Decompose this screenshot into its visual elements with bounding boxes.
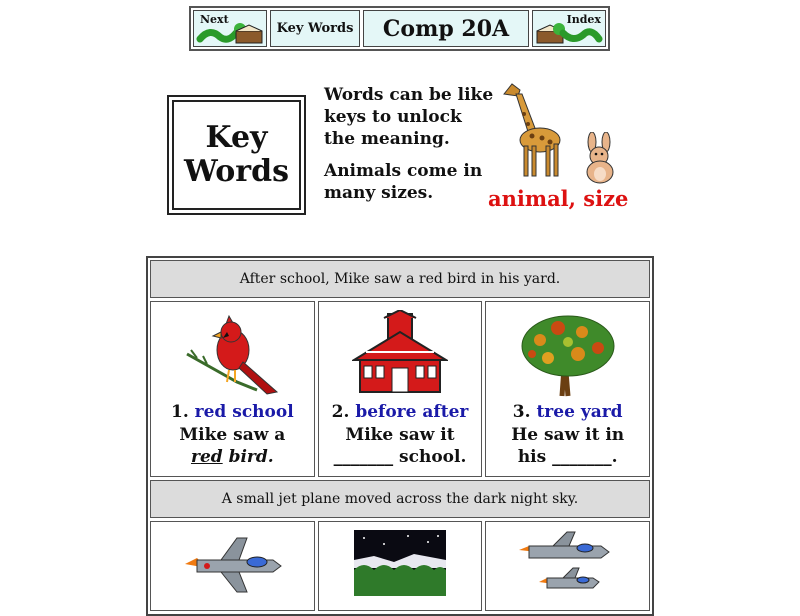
index-button[interactable] (532, 10, 606, 47)
sentence-2: A small jet plane moved across the dark night sky. (150, 480, 650, 518)
answer-blank-3[interactable]: _______. (552, 447, 618, 467)
index-label: Index (566, 13, 601, 26)
option-school[interactable]: school (232, 402, 294, 422)
question-row-2 (150, 521, 650, 611)
question-table (146, 256, 654, 616)
intro-paragraph-2: Animals come in many sizes. (324, 161, 483, 203)
option-tree[interactable]: tree (536, 402, 575, 422)
giraffe-icon (498, 80, 568, 180)
intro-paragraph-1: Words can be like keys to unlock the meaning. (324, 85, 494, 149)
item-number-3: 3. (512, 402, 531, 422)
tree-icon (518, 310, 618, 398)
question-3-line1: He saw it in (511, 425, 625, 445)
choice-line-1 (151, 402, 314, 422)
question-cell-2[interactable] (318, 301, 483, 477)
option-before[interactable]: before (355, 402, 417, 422)
page-title-cell (363, 10, 529, 47)
cardinal-icon (177, 310, 287, 398)
question-cell-6[interactable] (485, 521, 650, 611)
next-label: Next (200, 13, 229, 26)
question-3-pre: his (517, 447, 547, 467)
keywords-heading-line1: Key (205, 120, 268, 155)
item-number-1: 1. (170, 402, 189, 422)
jet-planes-icon (513, 530, 623, 600)
question-2-end: school. (399, 447, 467, 467)
rabbit-icon (580, 132, 620, 184)
jet-plane-icon (177, 530, 287, 600)
question-cell-4[interactable] (150, 521, 315, 611)
question-row-1 (150, 301, 650, 477)
question-3 (486, 424, 649, 468)
next-button[interactable] (193, 10, 267, 47)
question-cell-3[interactable] (485, 301, 650, 477)
top-nav (189, 6, 610, 51)
question-cell-1[interactable] (150, 301, 315, 477)
sentence-1: After school, Mike saw a red bird in his yard. (150, 260, 650, 298)
item-number-2: 2. (331, 402, 350, 422)
question-1 (151, 424, 314, 468)
keywords-button[interactable] (270, 10, 360, 47)
question-cell-5[interactable] (318, 521, 483, 611)
option-red[interactable]: red (194, 402, 227, 422)
keywords-label: Key Words (276, 21, 354, 36)
choice-line-2 (319, 402, 482, 422)
option-yard[interactable]: yard (580, 402, 623, 422)
keywords-heading-line2: Words (184, 154, 289, 189)
question-1-line1: Mike saw a (179, 425, 286, 445)
bookworm-icon (196, 17, 266, 45)
page-title: Comp 20A (382, 15, 510, 42)
intro-text (324, 84, 494, 214)
bookworm-icon (533, 17, 603, 45)
answer-blank-2[interactable]: _______ (333, 447, 394, 467)
question-1-end: bird. (228, 447, 274, 467)
keywords-answer: animal, size (488, 186, 629, 211)
keywords-heading-box (167, 95, 306, 215)
answer-blank-1[interactable]: red (190, 447, 223, 467)
option-after[interactable]: after (422, 402, 469, 422)
choice-line-3 (486, 402, 649, 422)
schoolhouse-icon (352, 310, 448, 394)
question-2-line1: Mike saw it (345, 425, 455, 445)
question-2 (319, 424, 482, 468)
night-sky-icon (354, 530, 446, 596)
